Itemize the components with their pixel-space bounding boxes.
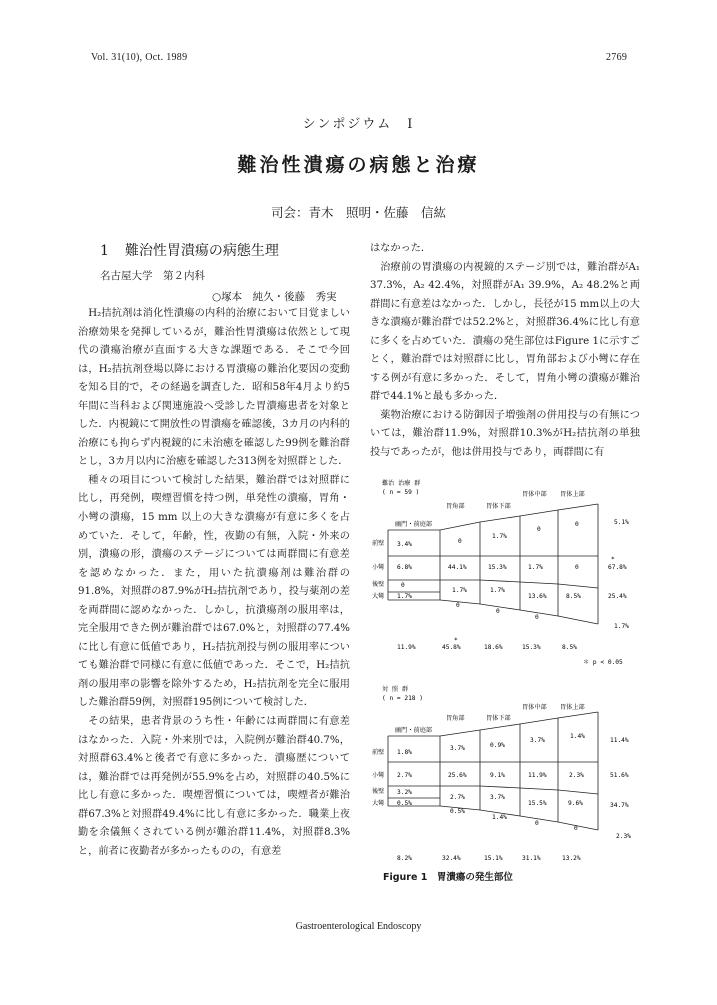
group-n: ( n = 59 ) (382, 489, 420, 496)
paragraph: 種々の項目について検討した結果，難治群では対照群に比し，再発例，喫煙習慣を持つ例，単発性の潰瘍，胃角・小彎の潰瘍，15 mm 以上の大きな潰瘍が有意に多くを占めていた．そして，年齢，性，夜勤の有無，入院・外来の別，潰瘍の形，潰瘍のステージについては両群間に有意差を認めなかった．また，用いた抗潰瘍剤は難治群の91.8%，対照群の87.9%がH₂拮抗剤であり，投与薬剤の差を両群間に認めなかった．しかし，抗潰瘍剤の服用率は，完全服用できた例が難治群では67.0%と，対照群の77.4%に比し有意に低値であり，H₂拮抗剤投与例の服用率についても難治群で同様に有意に低値であった．そこで，H₂拮抗剤の服用率の影響を除外するため，H₂拮抗剤を完全に服用した難治群59例，対照群195例について検討した． (78, 474, 350, 709)
wall-posterior-label: 後壁 (372, 788, 385, 795)
cell-value: 2.7% (450, 794, 465, 801)
cell-value: 9.6% (568, 800, 583, 807)
cell-value: 0 (535, 614, 539, 621)
cell-value: 25.6% (448, 772, 467, 779)
region-upper-label: 胃体上部 (560, 704, 585, 711)
cell-value: 0 (575, 521, 579, 528)
wall-anterior-label: 前壁 (372, 540, 385, 547)
column-total: 11.9% (397, 644, 416, 651)
section-heading (100, 240, 279, 260)
cell-value: 3.4% (397, 541, 412, 548)
cell-value: 11.9% (528, 772, 547, 779)
row-total: 67.8% (608, 564, 627, 571)
cell-value: 1.7% (528, 564, 543, 571)
column-total: 15.1% (484, 855, 503, 862)
cell-value: 9.1% (490, 772, 505, 779)
cell-value: 0 (535, 820, 539, 827)
cell-value: 1.7% (452, 587, 467, 594)
chairs: 司会：青木 照明・佐藤 信紘 (270, 205, 446, 220)
column-total: 32.4% (442, 855, 461, 862)
group-title: 対 照 群 (382, 686, 409, 693)
symposium-label: シンポジウム I (302, 117, 415, 132)
cell-value: 0 (456, 602, 460, 609)
cell-value: 6.8% (397, 564, 412, 571)
cell-value: 8.5% (566, 593, 581, 600)
cell-value: 0.5% (450, 808, 465, 815)
cell-value: 0 (458, 538, 462, 545)
cell-value: 0 (574, 825, 578, 832)
wall-greater-label: 大彎 (372, 800, 385, 807)
paragraph: はなかった． (370, 243, 432, 254)
column-total: 8.2% (397, 855, 412, 862)
figure-caption: Figure 1 胃潰瘍の発生部位 (383, 872, 513, 883)
region-upper-label: 胃体上部 (560, 491, 585, 498)
row-total: 51.6% (610, 772, 629, 779)
cell-value: 3.7% (490, 794, 505, 801)
page-title: 難治性潰瘍の病態と治療 (237, 154, 480, 176)
cell-value: 0.5% (397, 800, 412, 807)
affiliation: 名古屋大学 第２内科 (100, 270, 205, 282)
cell-value: 1.4% (492, 814, 507, 821)
region-antrum-label: 幽門・前庭部 (395, 727, 433, 734)
group-n: ( n = 218 ) (382, 695, 423, 702)
cell-value: 0 (537, 526, 541, 533)
cell-value: 0.9% (490, 742, 505, 749)
cell-value: 1.4% (570, 733, 585, 740)
wall-lesser-label: 小彎 (372, 564, 385, 571)
row-total: 11.4% (610, 737, 629, 744)
region-angle-label: 胃角部 (446, 503, 465, 510)
row-total: 1.7% (614, 623, 629, 630)
column-total: 13.2% (562, 855, 581, 862)
wall-posterior-label: 後壁 (372, 581, 385, 588)
section-number: 1 (100, 243, 109, 259)
journal-footer: Gastroenterological Endoscopy (295, 921, 422, 932)
stomach-diagram-refractory (370, 476, 645, 666)
significance-star: * (611, 556, 615, 563)
significance-note: ＊ p < 0.05 (583, 659, 623, 666)
paragraph: 治療前の胃潰瘍の内視鏡的ステージ別では，難治群がA₁ 37.3%，A₂ 42.4%，対照群がA₁ 39.9%，A₂ 48.2%と両群間に有意差はなかった．しかし，長径が15 mm以上の大きな潰瘍が難治群では52.2%と，対照群36.4%に比し有意に多くを占めていた．潰瘍の発生部位はFigure 1に示すごとく，難治群では対照群に比し，胃角部および小彎に存在する例が有意に多かった．そして，胃角小彎の潰瘍が難治群で44.1%と最も多かった． (370, 261, 640, 403)
column-total: 15.3% (522, 644, 541, 651)
wall-lesser-label: 小彎 (372, 772, 385, 779)
cell-value: 1.7% (492, 533, 507, 540)
right-column (370, 240, 640, 463)
column-total: 45.8% (442, 644, 461, 651)
page-number: 2769 (606, 52, 628, 63)
stomach-diagram-control (370, 682, 645, 864)
group-title: 難治 治療 群 (382, 480, 421, 487)
region-lower-label: 胃体下部 (486, 503, 511, 510)
column-total: 18.6% (484, 644, 503, 651)
journal-volume: Vol. 31(10), Oct. 1989 (91, 52, 188, 63)
column-total: 8.5% (562, 644, 577, 651)
region-lower-label: 胃体下部 (486, 715, 511, 722)
row-total: 25.4% (608, 593, 627, 600)
region-angle-label: 胃角部 (446, 715, 465, 722)
region-middle-label: 胃体中部 (522, 491, 547, 498)
region-antrum-label: 幽門・前庭部 (395, 521, 433, 528)
cell-value: 2.7% (397, 772, 412, 779)
wall-anterior-label: 前壁 (372, 749, 385, 756)
cell-value: 3.7% (530, 737, 545, 744)
cell-value: 15.3% (488, 564, 507, 571)
cell-value: 1.7% (397, 593, 412, 600)
paragraph: H₂拮抗剤は消化性潰瘍の内科的治療において目覚ましい治療効果を発揮しているが，難治性胃潰瘍は依然として現代の潰瘍治療が直面する大きな課題である．そこで今回は，H₂拮抗剤登場以降における胃潰瘍の難治化要因の変動を知る目的で，その経過を調査した．昭和58年4月より約5年間に当科および関連施設へ受診した胃潰瘍患者を対象とした．内視鏡にて開放性の胃潰瘍を確認後，3カ月の内科的治療にも拘らず内視鏡的に未治癒を確認した99例を難治群とし，3カ月以内に治癒を確認した313例を対照群とした． (78, 308, 350, 468)
section-title: 難治性胃潰瘍の病態生理 (124, 243, 279, 259)
cell-value: 0 (496, 608, 500, 615)
cell-value: 13.6% (528, 593, 547, 600)
region-middle-label: 胃体中部 (522, 704, 547, 711)
row-total: 34.7% (610, 802, 629, 809)
paragraph: その結果，患者背景のうち性・年齢には両群間に有意差はなかった．入院・外来別では，入院例が難治群40.7%，対照群63.4%と後者で有意に多かった．潰瘍歴については，難治群では再発例が55.9%を占め，対照群の40.5%に比し有意に多かった．喫煙習慣については，喫煙者が難治群67.3%と対照群49.4%に比し有意に多かった．職業上夜勤を余儀無くされている例が難治群11.4%，対照群8.3%と，前者に夜勤者が多かったものの，有意差 (78, 716, 350, 857)
cell-value: 1.7% (490, 587, 505, 594)
row-total: 5.1% (614, 519, 629, 526)
cell-value: 0 (401, 582, 405, 589)
cell-value: 3.2% (397, 789, 412, 796)
cell-value: 0 (575, 564, 579, 571)
significance-star: * (454, 637, 458, 644)
row-total: 2.3% (616, 833, 631, 840)
authors: ○塚本 純久・後藤 秀実 (212, 291, 337, 303)
left-column (78, 305, 350, 861)
cell-value: 2.3% (569, 772, 584, 779)
cell-value: 3.7% (450, 745, 465, 752)
cell-value: 44.1% (448, 564, 467, 571)
cell-value: 1.8% (397, 749, 412, 756)
column-total: 31.1% (522, 855, 541, 862)
wall-greater-label: 大彎 (372, 593, 385, 600)
cell-value: 15.5% (528, 800, 547, 807)
paragraph: 薬物治療における防御因子増強剤の併用投与の有無については，難治群11.9%，対照群10.3%がH₂拮抗剤の単独投与であったが，他は併用投与であり，両群間に有 (370, 409, 640, 459)
